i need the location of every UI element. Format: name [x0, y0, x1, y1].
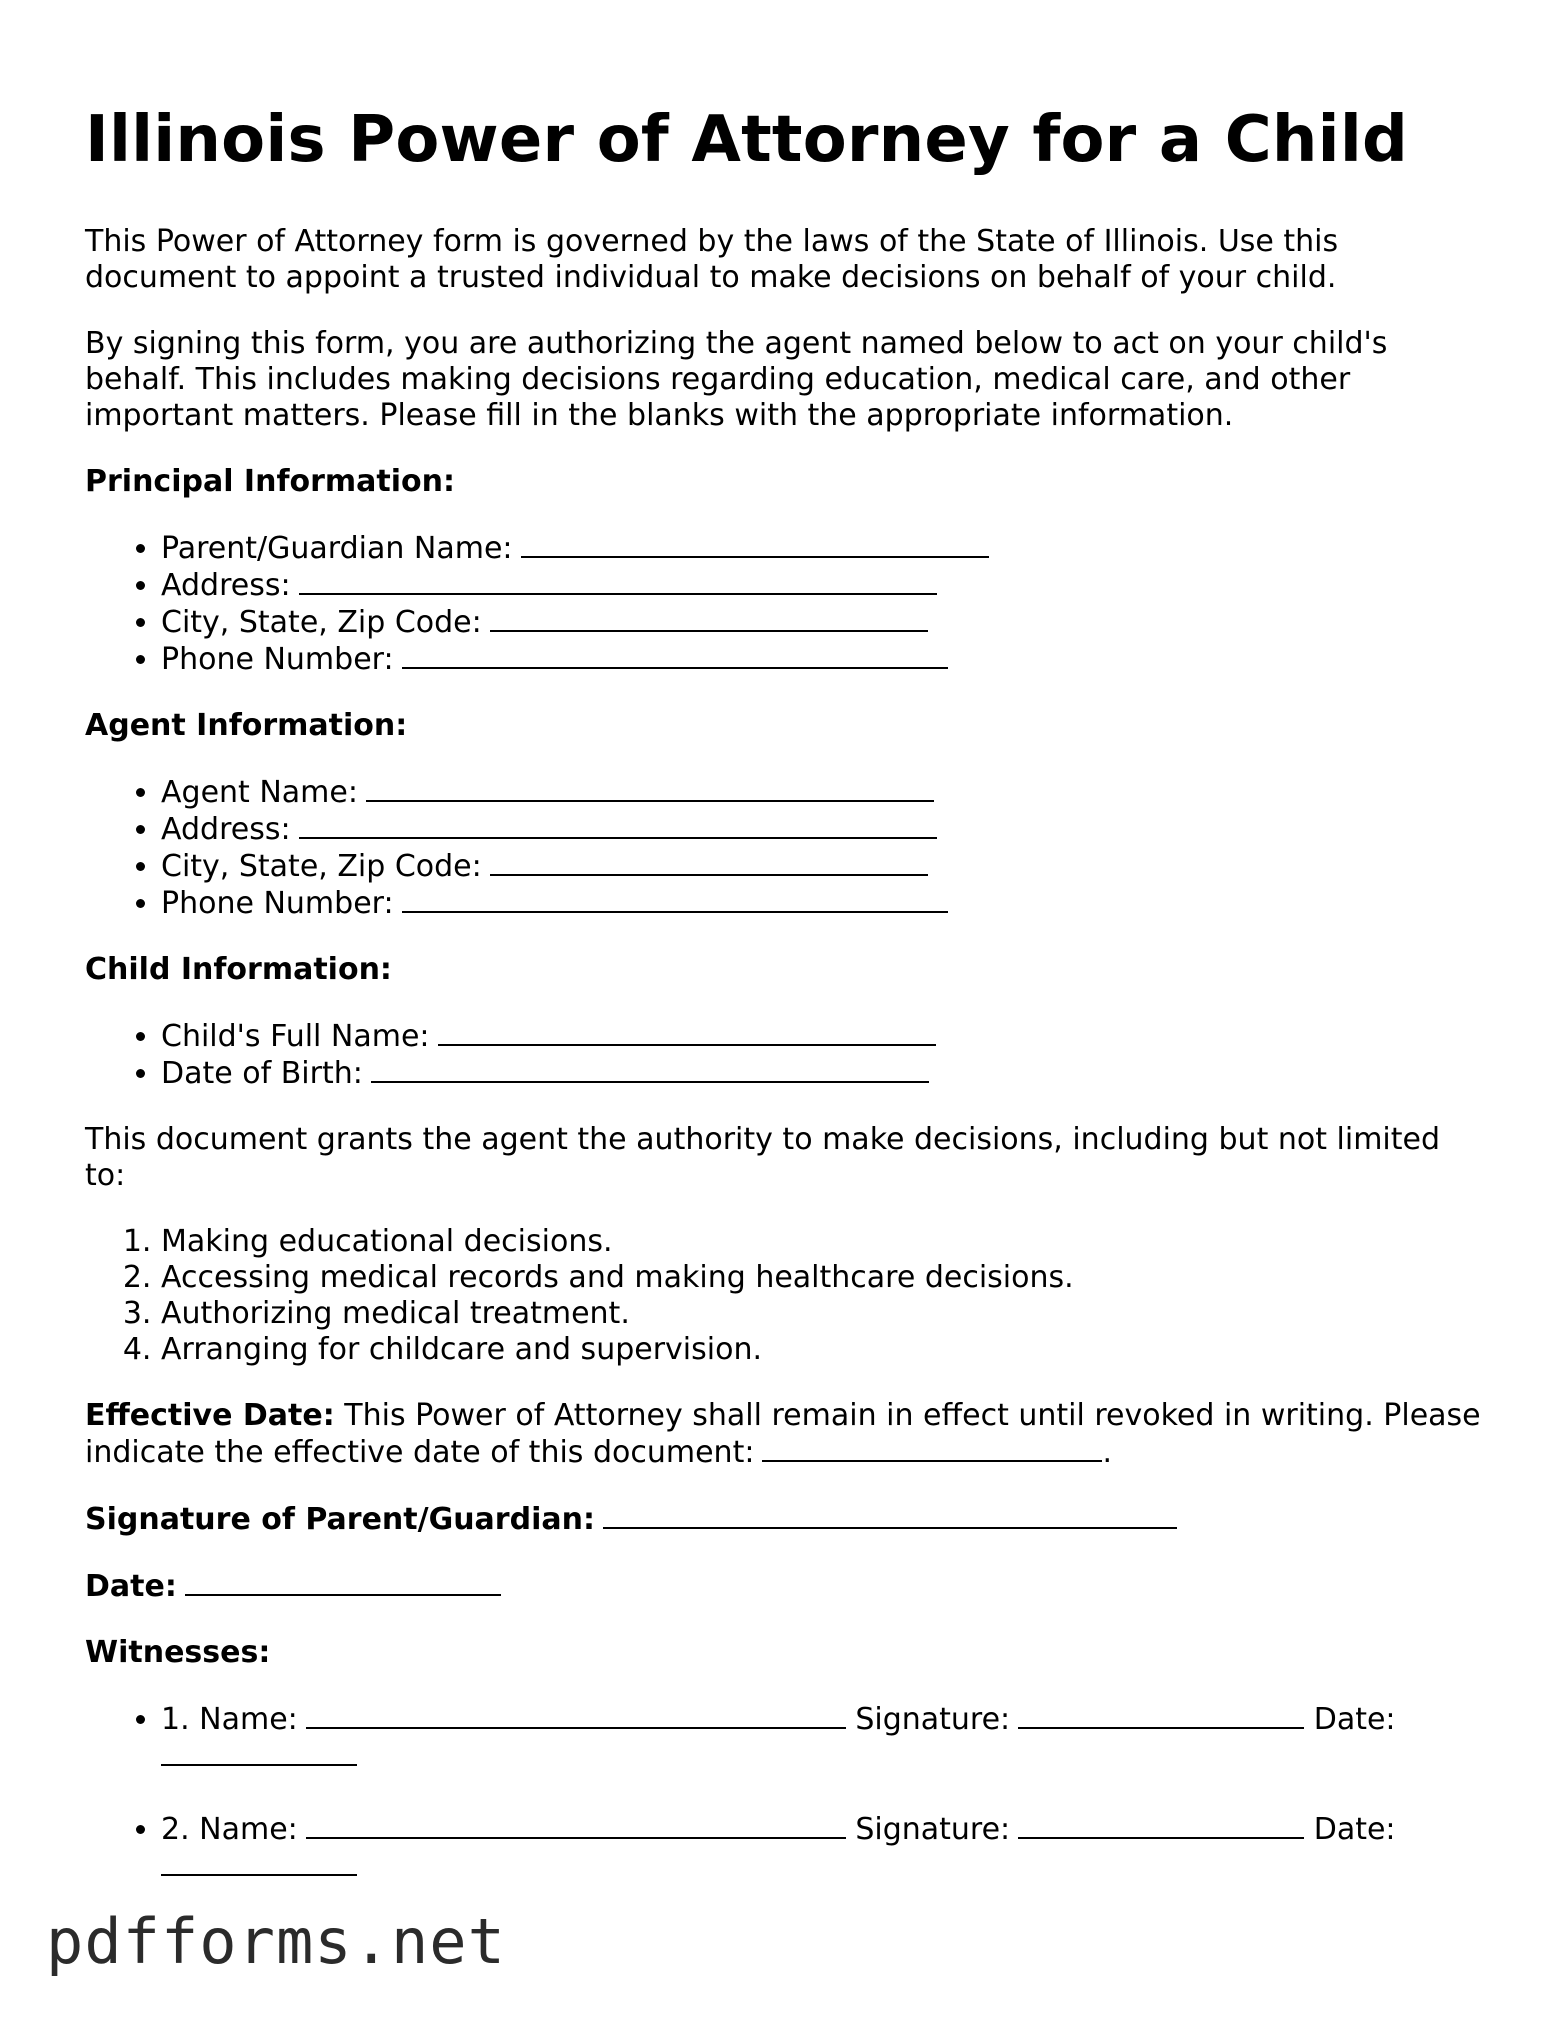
signature-blank[interactable]: [603, 1501, 1177, 1529]
witness-1-name-blank[interactable]: [306, 1701, 846, 1729]
witnesses-list: [85, 1701, 1485, 1885]
agent-fields: [85, 774, 1485, 922]
date-label: Date:: [85, 1568, 177, 1604]
effective-date-paragraph: Effective Date: This Power of Attorney shall remain in effect until revoked in writing. Please indicate the effective date of this document: .: [85, 1397, 1481, 1470]
child-name-field: • Child's Full Name:: [161, 1018, 1485, 1055]
child-dob-blank[interactable]: [371, 1055, 929, 1083]
authority-paragraph: This document grants the agent the authority to make decisions, including but not limited to:: [85, 1121, 1441, 1193]
agent-name-blank[interactable]: [366, 774, 934, 802]
agent-city-blank[interactable]: [490, 848, 928, 876]
page-title: Illinois Power of Attorney for a Child: [85, 103, 1408, 177]
authority-item: 3. Authorizing medical treatment.: [161, 1296, 1485, 1332]
child-heading: Child Information:: [85, 951, 392, 987]
principal-address-blank[interactable]: [299, 567, 937, 595]
witness-2-signature-blank[interactable]: [1018, 1811, 1304, 1839]
authority-item: 2. Accessing medical records and making healthcare decisions.: [161, 1260, 1485, 1296]
principal-name-blank[interactable]: [521, 530, 989, 558]
watermark-logo: pdfforms.net: [46, 1905, 506, 1978]
child-dob-field: • Date of Birth:: [161, 1055, 1485, 1092]
witness-1-date-blank[interactable]: [161, 1738, 357, 1766]
principal-city-blank[interactable]: [490, 604, 928, 632]
signature-line: [85, 1501, 1485, 1538]
authority-item: 1. Making educational decisions.: [161, 1224, 1485, 1260]
document-page: [85, 0, 1485, 1921]
principal-phone-blank[interactable]: [402, 641, 948, 669]
date-blank[interactable]: [185, 1568, 501, 1596]
principal-address-field: • Address:: [161, 567, 1485, 604]
principal-phone-field: • Phone Number:: [161, 641, 1485, 678]
agent-address-field: • Address:: [161, 811, 1485, 848]
principal-fields: [85, 530, 1485, 678]
witness-1-signature-blank[interactable]: [1018, 1701, 1304, 1729]
witness-entry-1: • 1. Name: Signature: Date:: [161, 1701, 1485, 1775]
intro-paragraph-2: By signing this form, you are authorizing the agent named below to act on your child's behalf. This includes making decisions regarding education, medical care, and other important matters. Please fill in the blanks with the appropriate information.: [85, 325, 1388, 433]
child-name-blank[interactable]: [438, 1018, 936, 1046]
witness-entry-2: • 2. Name: Signature: Date:: [161, 1811, 1485, 1885]
witnesses-heading: Witnesses:: [85, 1634, 271, 1670]
witness-2-date-blank[interactable]: [161, 1848, 357, 1876]
witness-2-name-blank[interactable]: [306, 1811, 846, 1839]
effective-date-label: Effective Date:: [85, 1397, 335, 1433]
agent-city-field: • City, State, Zip Code:: [161, 848, 1485, 885]
authority-item: 4. Arranging for childcare and supervision.: [161, 1332, 1485, 1368]
intro-paragraph-1: This Power of Attorney form is governed by the laws of the State of Illinois. Use this document to appoint a trusted individual to make decisions on behalf of your child.: [85, 223, 1339, 295]
agent-heading: Agent Information:: [85, 707, 408, 743]
child-fields: [85, 1018, 1485, 1092]
authority-list: [85, 1224, 1485, 1368]
principal-city-field: • City, State, Zip Code:: [161, 604, 1485, 641]
date-line: [85, 1568, 1485, 1605]
agent-phone-field: • Phone Number:: [161, 885, 1485, 922]
signature-label: Signature of Parent/Guardian:: [85, 1501, 595, 1537]
effective-date-blank[interactable]: [762, 1434, 1102, 1462]
principal-name-field: • Parent/Guardian Name:: [161, 530, 1485, 567]
agent-address-blank[interactable]: [299, 811, 937, 839]
agent-phone-blank[interactable]: [402, 885, 948, 913]
agent-name-field: • Agent Name:: [161, 774, 1485, 811]
principal-heading: Principal Information:: [85, 463, 456, 499]
